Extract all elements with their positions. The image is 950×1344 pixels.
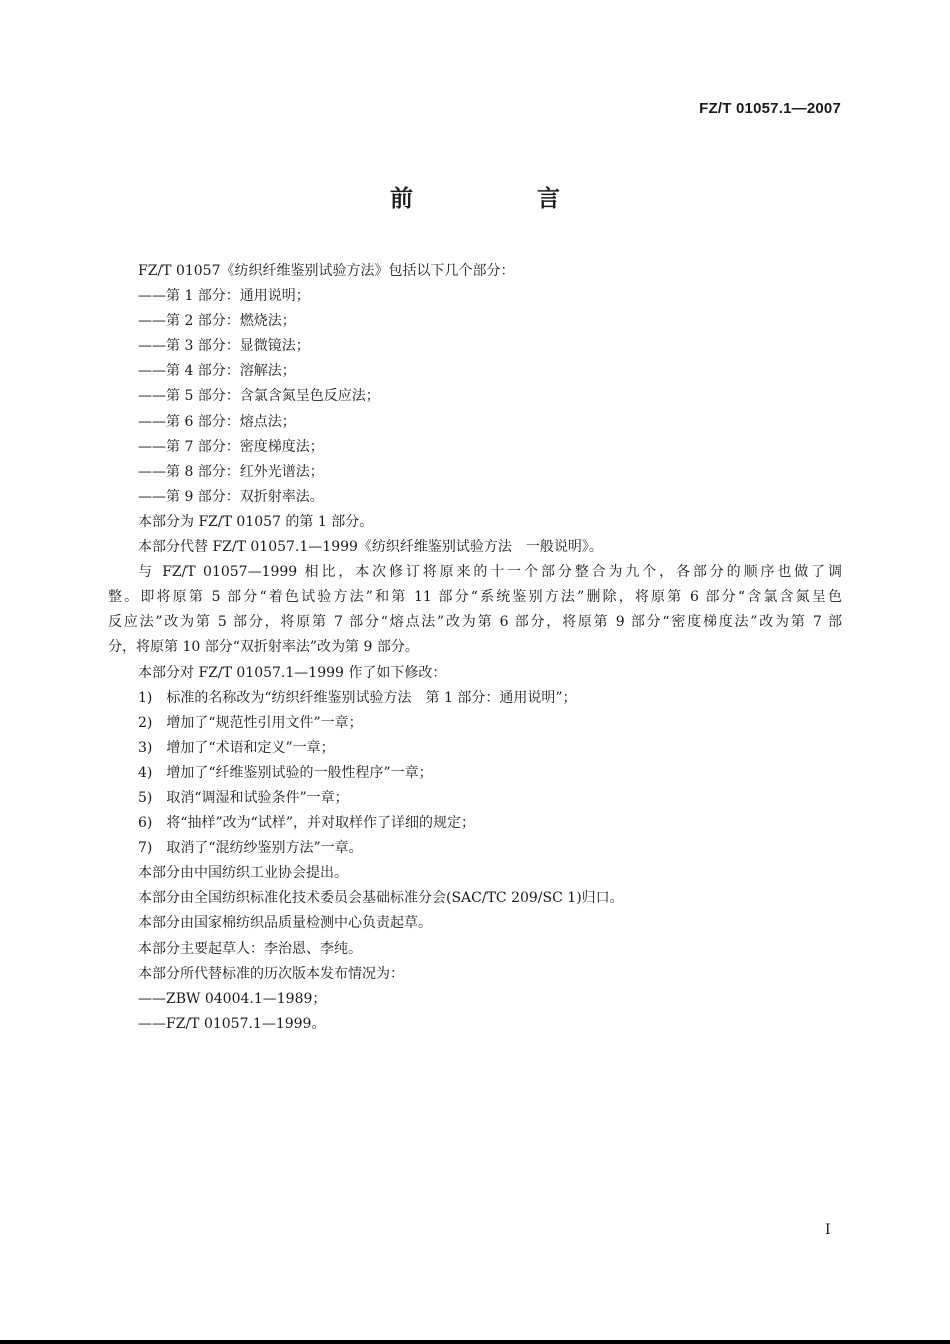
text-line: 3) 增加了“术语和定义”一章；	[138, 739, 335, 756]
page-number: I	[825, 1222, 831, 1238]
text-line: 与 FZ/T 01057—1999 相比，本次修订将原来的十一个部分整合为九个，各部分的顺序也做了调	[138, 564, 842, 581]
text-line: 本部分由中国纺织工业协会提出。	[138, 865, 348, 882]
text-line: ——第 7 部分：密度梯度法；	[138, 438, 324, 455]
text-line: 本部分为 FZ/T 01057 的第 1 部分。	[138, 513, 374, 530]
text-line: 本部分主要起草人：李治恩、李纯。	[138, 940, 362, 957]
text-line: ——FZ/T 01057.1—1999。	[138, 1015, 326, 1032]
text-line: ——第 1 部分：通用说明；	[138, 288, 310, 305]
text-line: ——第 3 部分：显微镜法；	[138, 338, 310, 355]
text-line: 本部分对 FZ/T 01057.1—1999 作了如下修改：	[138, 664, 447, 681]
text-line: 本部分由全国纺织标准化技术委员会基础标准分会(SAC/TC 209/SC 1)归口。	[138, 890, 624, 907]
text-line: 本部分所代替标准的历次版本发布情况为：	[138, 965, 404, 982]
standard-code: FZ/T 01057.1—2007	[699, 100, 841, 117]
text-line: ——第 9 部分：双折射率法。	[138, 488, 324, 505]
text-line: ——第 6 部分：熔点法；	[138, 413, 296, 430]
page-title: 前 言	[389, 186, 618, 212]
text-line: ——第 5 部分：含氯含氮呈色反应法；	[138, 388, 380, 405]
text-line: ——ZBW 04004.1—1989；	[138, 990, 327, 1007]
text-line: 6) 将“抽样”改为“试样”，并对取样作了详细的规定；	[138, 815, 475, 832]
text-line: 反应法”改为第 5 部分，将原第 7 部分“熔点法”改为第 6 部分，将原第 9 部分“密度梯度法”改为第 7 部	[108, 614, 842, 631]
foreword-body	[108, 259, 842, 1037]
text-line: 1) 标准的名称改为“纺织纤维鉴别试验方法 第 1 部分：通用说明”；	[138, 689, 577, 706]
text-line: 分，将原第 10 部分“双折射率法”改为第 9 部分。	[108, 639, 419, 656]
text-line: 7) 取消了“混纺纱鉴别方法”一章。	[138, 840, 363, 857]
text-line: ——第 2 部分：燃烧法；	[138, 313, 296, 330]
text-line: 本部分代替 FZ/T 01057.1—1999《纺织纤维鉴别试验方法 一般说明》。	[138, 539, 603, 556]
text-line: 5) 取消“调湿和试验条件”一章；	[138, 789, 349, 806]
text-line: ——第 8 部分：红外光谱法；	[138, 463, 324, 480]
text-line: ——第 4 部分：溶解法；	[138, 363, 296, 380]
text-line: 本部分由国家棉纺织品质量检测中心负责起草。	[138, 915, 432, 932]
page-bottom-border	[0, 1340, 950, 1344]
text-line: 整。即将原第 5 部分“着色试验方法”和第 11 部分“系统鉴别方法”删除，将原第 6 部分“含氯含氮呈色	[108, 589, 842, 606]
text-line: FZ/T 01057《纺织纤维鉴别试验方法》包括以下几个部分：	[138, 263, 515, 279]
text-line: 2) 增加了“规范性引用文件”一章；	[138, 714, 363, 731]
text-line: 4) 增加了“纤维鉴别试验的一般性程序”一章；	[138, 764, 433, 781]
